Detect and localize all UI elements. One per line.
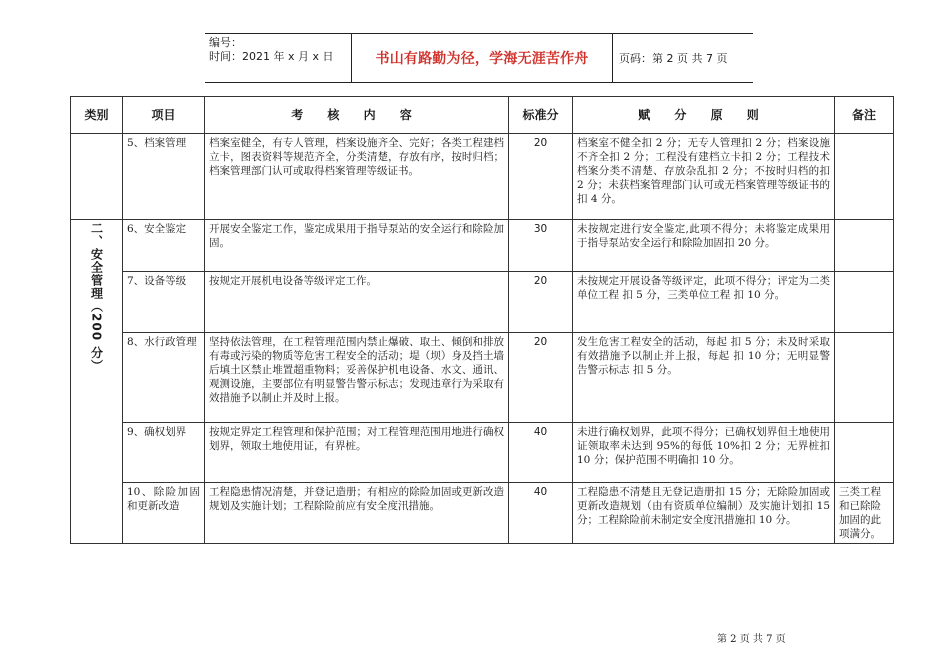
rules-cell: 未按规定进行安全鉴定,此项不得分；未将鉴定成果用于指导泵站安全运行和除险加固扣 20 分。: [573, 220, 835, 272]
table-row: [71, 483, 894, 544]
category-cell-top: [71, 134, 123, 220]
header-slogan: 书山有路勤为径，学海无涯苦作舟: [352, 34, 613, 82]
score-cell: 20: [509, 134, 573, 220]
category-cell: [71, 220, 123, 544]
header-page-label: 页码：第 2 页 共 7 页: [619, 52, 728, 65]
document-header: [205, 33, 753, 83]
time-label: 时间：2021 年 x 月 x 日: [209, 50, 334, 63]
score-cell: 30: [509, 220, 573, 272]
rules-cell: 档案室不健全扣 2 分；无专人管理扣 2 分；档案设施不齐全扣 2 分；工程没有建档立卡扣 2 分；工程技术档案分类不清楚、存放杂乱扣 2 分；不按时归档的扣 2 分；未获档案管理部门认可或无档案管理等级证书的扣 4 分。: [573, 134, 835, 220]
content-cell: 按规定界定工程管理和保护范围；对工程管理范围用地进行确权划界，领取土地使用证，有界桩。: [205, 423, 509, 483]
score-cell: 40: [509, 483, 573, 544]
col-header-item: 项目: [123, 97, 205, 134]
header-meta: [205, 34, 352, 82]
page-footer: 第 2 页 共 7 页: [717, 634, 786, 645]
content-cell: 开展安全鉴定工作，鉴定成果用于指导泵站的安全运行和除险加固。: [205, 220, 509, 272]
note-cell: [835, 134, 894, 220]
content-cell: 档案室健全，有专人管理，档案设施齐全、完好；各类工程建档立卡，图表资料等规范齐全，分类清楚，存放有序，按时归档；档案管理部门认可或取得档案管理等级证书。: [205, 134, 509, 220]
rules-cell: 发生危害工程安全的活动，每起 扣 5 分；未及时采取有效措施予以制止并上报，每起 扣 10 分；无明显警告警示标志 扣 5 分。: [573, 333, 835, 423]
rules-cell: 工程隐患不清楚且无登记造册扣 15 分；无除险加固或更新改造规划（由有资质单位编制）及实施计划扣 15 分；工程除险前未制定安全度汛措施扣 10 分。: [573, 483, 835, 544]
table-row: [71, 423, 894, 483]
serial-label: 编号：: [209, 36, 242, 49]
table-row: [71, 134, 894, 220]
score-cell: 20: [509, 333, 573, 423]
content-cell: 工程隐患情况清楚，并登记造册；有相应的除险加固或更新改造规划及实施计划；工程除险前应有安全度汛措施。: [205, 483, 509, 544]
col-header-category: 类别: [71, 97, 123, 134]
col-header-score: 标准分: [509, 97, 573, 134]
rules-cell: 未进行确权划界，此项不得分；已确权划界但土地使用证领取率未达到 95%的每低 10%扣 2 分；无界桩扣 10 分；保护范围不明确扣 10 分。: [573, 423, 835, 483]
table-row: [71, 333, 894, 423]
item-cell: 10、除险加固和更新改造: [123, 483, 205, 544]
col-header-rules: 赋 分 原 则: [573, 97, 835, 134]
table-row: [71, 272, 894, 333]
score-cell: 20: [509, 272, 573, 333]
score-cell: 40: [509, 423, 573, 483]
note-cell: [835, 272, 894, 333]
note-cell: [835, 220, 894, 272]
item-cell: 6、安全鉴定: [123, 220, 205, 272]
table-row: [71, 220, 894, 272]
note-cell: 三类工程和已除险加固的此项满分。: [835, 483, 894, 544]
content-cell: 坚持依法管理，在工程管理范围内禁止爆破、取土、倾倒和排放有毒或污染的物质等危害工程安全的活动；堤（坝）身及挡土墙后填土区禁止堆置超重物料；妥善保护机电设备、水文、通讯、观测设施，主要部位有明显警告警示标志；发现违章行为采取有效措施予以制止并及时上报。: [205, 333, 509, 423]
rules-cell: 未按规定开展设备等级评定，此项不得分；评定为二类单位工程 扣 5 分，三类单位工程 扣 10 分。: [573, 272, 835, 333]
note-cell: [835, 333, 894, 423]
assessment-table: [70, 96, 894, 544]
table-header-row: [71, 97, 894, 134]
note-cell: [835, 423, 894, 483]
item-cell: 9、确权划界: [123, 423, 205, 483]
col-header-note: 备注: [835, 97, 894, 134]
content-cell: 按规定开展机电设备等级评定工作。: [205, 272, 509, 333]
item-cell: 8、水行政管理: [123, 333, 205, 423]
col-header-content: 考 核 内 容: [205, 97, 509, 134]
item-cell: 7、设备等级: [123, 272, 205, 333]
category-label: 二、安全管理（200 分）: [89, 222, 104, 373]
item-cell: 5、档案管理: [123, 134, 205, 220]
